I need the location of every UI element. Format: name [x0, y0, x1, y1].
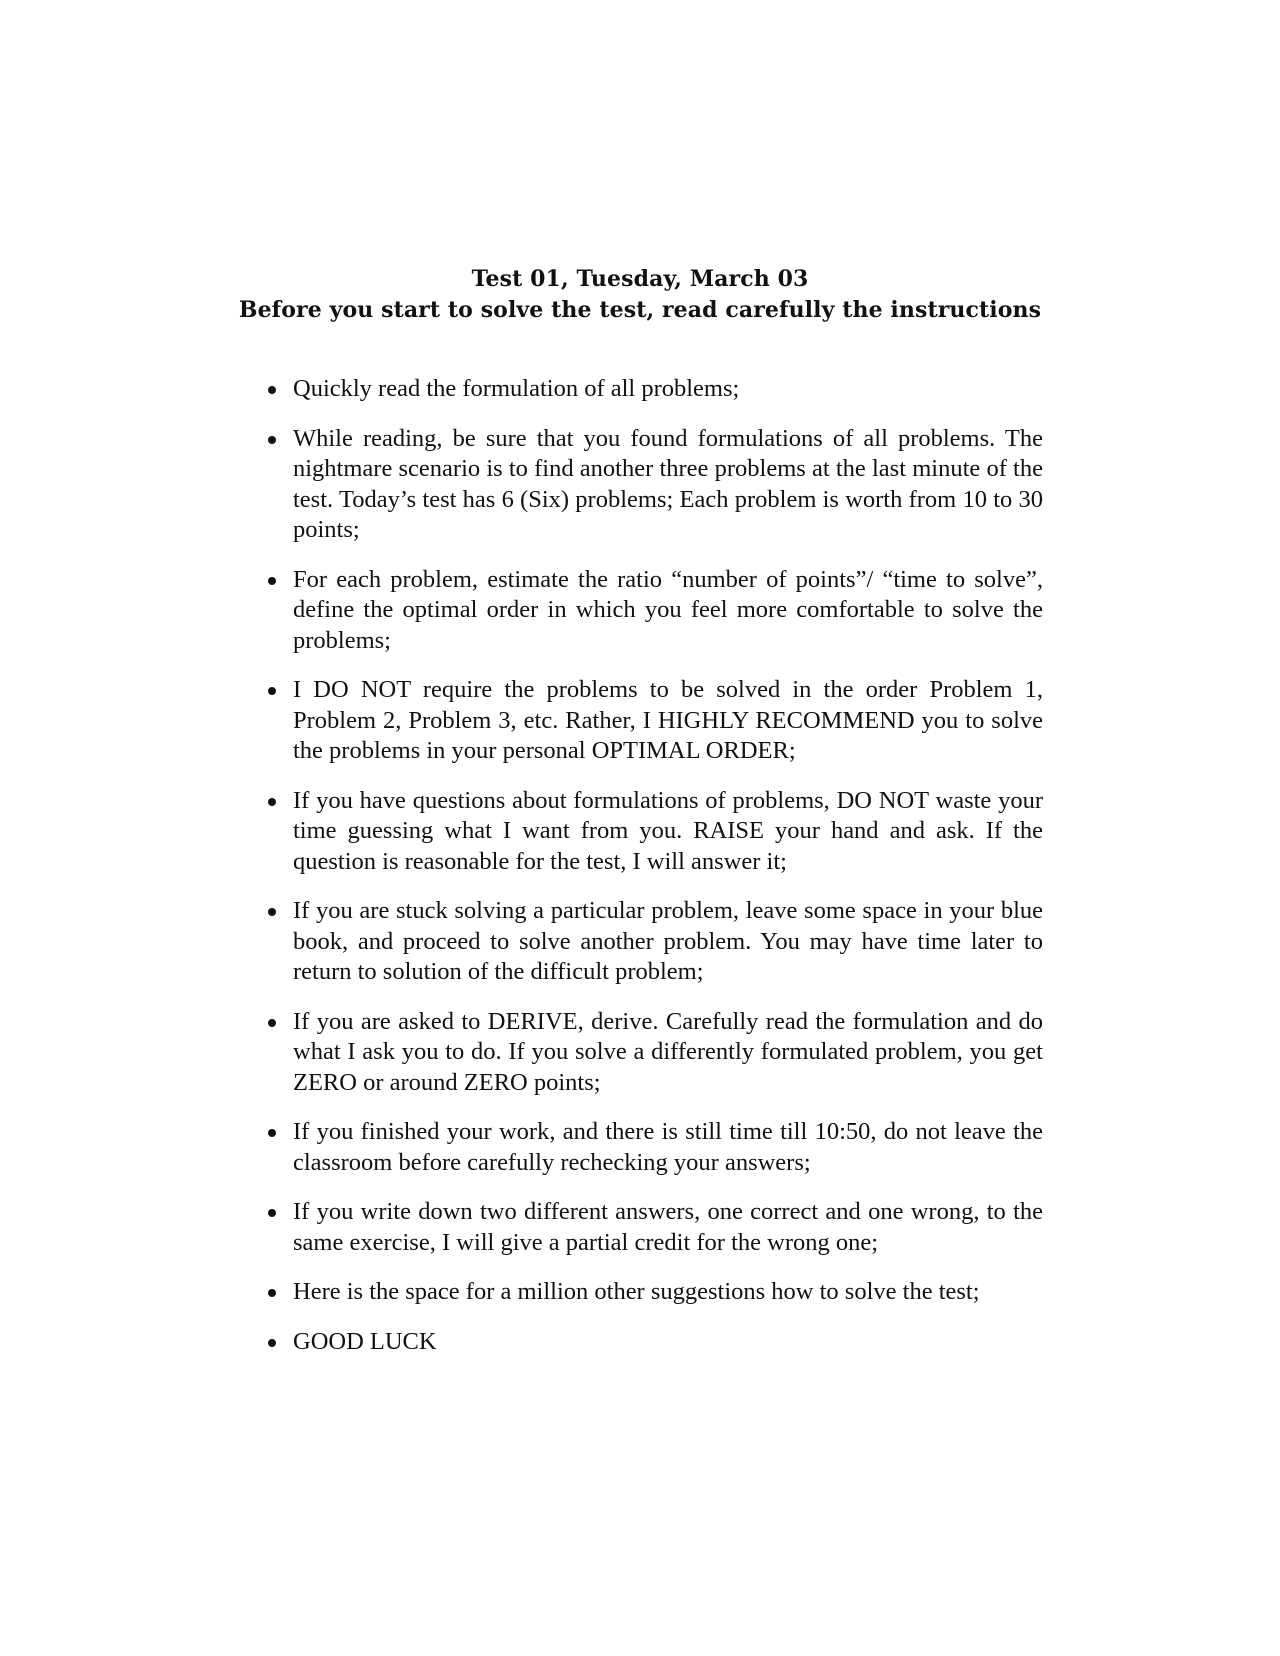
instruction-text: If you write down two different answers, one correct and one wrong, to the same exercise, I will give a partial credit for the wrong one; [293, 1198, 1043, 1256]
bullet-icon [268, 577, 276, 585]
bullet-icon [268, 798, 276, 806]
instruction-item-4 [268, 675, 1043, 767]
instruction-item-2 [268, 424, 1043, 546]
instruction-text: If you finished your work, and there is still time till 10:50, do not leave the classroom before carefully rechecking your answers; [293, 1118, 1043, 1176]
instruction-text: While reading, be sure that you found formulations of all problems. The nightmare scenario is to find another three problems at the last minute of the test. Today’s test has 6 (Six) problems; Each problem is worth from 10 to 30 points; [293, 424, 1043, 543]
bullet-icon [268, 436, 276, 444]
instruction-text: If you are stuck solving a particular problem, leave some space in your blue book, and proceed to solve another problem. You may have time later to return to solution of the difficult problem; [293, 897, 1043, 985]
instruction-item-5 [268, 786, 1043, 878]
instructions-list [268, 374, 1043, 1357]
instruction-text: If you are asked to DERIVE, derive. Carefully read the formulation and do what I ask you to do. If you solve a differently formulated problem, you get ZERO or around ZERO points; [293, 1007, 1043, 1096]
instruction-text: Here is the space for a million other suggestions how to solve the test; [293, 1278, 980, 1305]
instruction-text: I DO NOT require the problems to be solved in the order Problem 1, Problem 2, Problem 3, etc. Rather, I HIGHLY RECOMMEND you to solve the problems in your personal OPTIMAL ORDER; [293, 676, 1043, 764]
instruction-item-8 [268, 1117, 1043, 1178]
instructions-heading: Before you start to solve the test, read carefully the instructions [238, 297, 1042, 323]
instruction-item-6 [268, 896, 1043, 988]
bullet-icon [268, 1209, 276, 1217]
instruction-text: For each problem, estimate the ratio “number of points”/ “time to solve”, define the optimal order in which you feel more comfortable to solve the problems; [293, 565, 1043, 654]
instructions-section [268, 374, 1043, 1376]
instruction-item-1 [268, 374, 1043, 405]
document-header [0, 264, 1280, 326]
bullet-icon [268, 1289, 276, 1297]
instruction-item-9 [268, 1197, 1043, 1258]
bullet-icon [268, 687, 276, 695]
instruction-text: Quickly read the formulation of all problems; [293, 375, 740, 402]
bullet-icon [268, 908, 276, 916]
test-title: Test 01, Tuesday, March 03 [471, 266, 809, 292]
bullet-icon [268, 1019, 276, 1027]
bullet-icon [268, 386, 276, 394]
instruction-item-10 [268, 1277, 1043, 1308]
instruction-text: If you have questions about formulations of problems, DO NOT waste your time guessing what I want from you. RAISE your hand and ask. If the question is reasonable for the test, I will answer it; [293, 786, 1043, 875]
instruction-item-11 [268, 1327, 1043, 1358]
instruction-text: GOOD LUCK [293, 1327, 437, 1355]
instruction-item-3 [268, 565, 1043, 657]
bullet-icon [268, 1129, 276, 1137]
bullet-icon [268, 1339, 276, 1347]
instruction-item-7 [268, 1007, 1043, 1099]
